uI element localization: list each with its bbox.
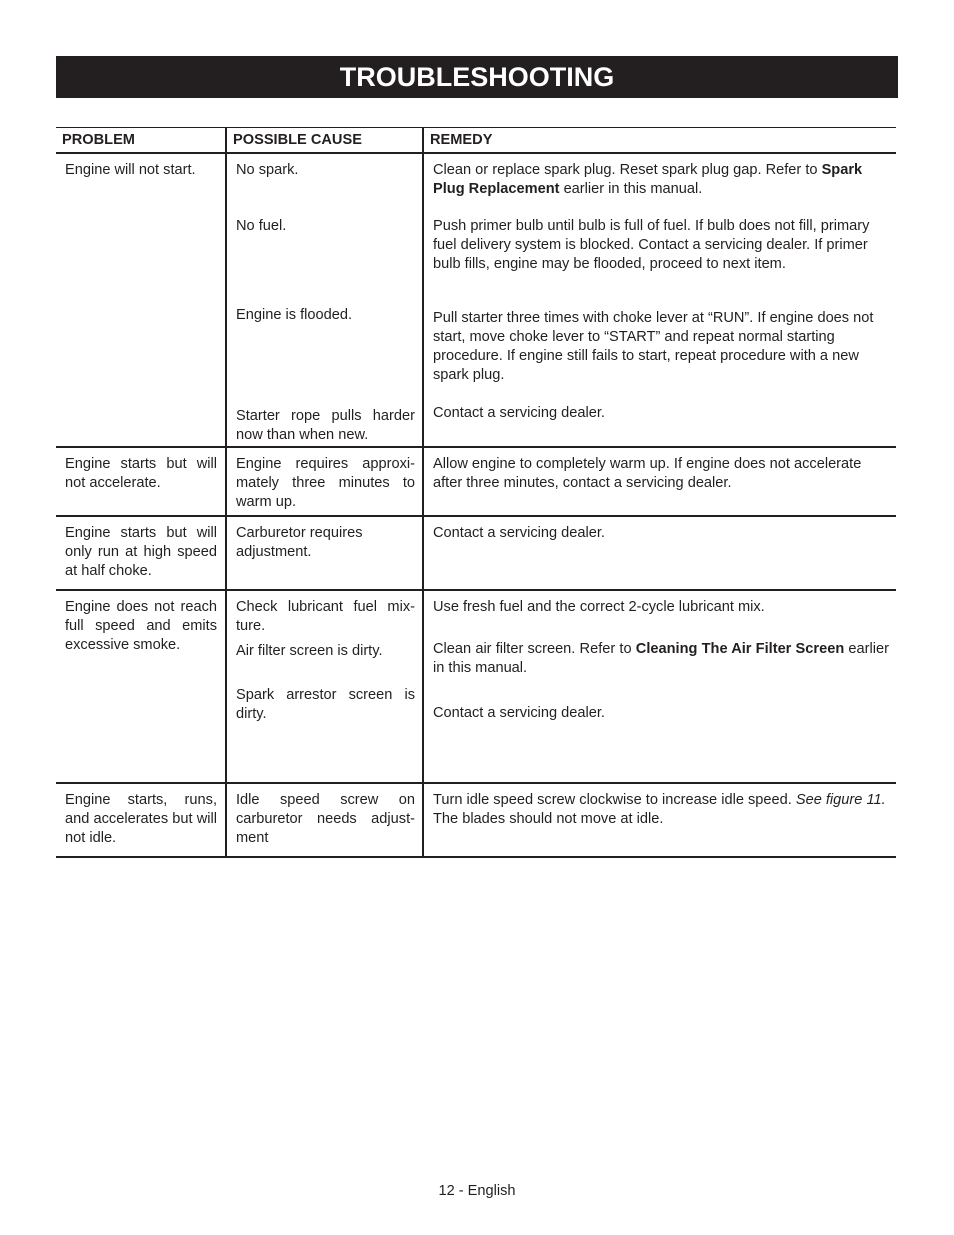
remedy-text: Allow engine to completely warm up. If engine does not accelerate after three minutes, contact a servicing dealer.: [433, 456, 862, 491]
remedy-text: Clean or replace spark plug. Reset spark plug gap. Refer to Spark Plug Replacement earlier in this manual.: [433, 162, 863, 197]
remedy-text: Pull starter three times with choke lever at “RUN”. If engine does not start, move choke lever to “START” and repeat normal starting procedure. If engine still fails to start, repeat procedure with a new spark plug.: [433, 310, 874, 383]
problem-text: Engine starts, runs, and accelerates but will not idle.: [65, 792, 217, 846]
table-row: [56, 153, 896, 447]
page-footer: 12 - English: [438, 1183, 516, 1199]
cause-text: Check lubricant fuel mixture.: [236, 599, 415, 634]
remedy-text: Use fresh fuel and the correct 2-cycle lubricant mix.: [433, 599, 765, 615]
cause-text: Spark arrestor screen is dirty.: [236, 687, 415, 722]
cause-text: No fuel.: [236, 218, 287, 234]
cause-text: Air filter screen is dirty.: [236, 643, 383, 659]
troubleshooting-table: [56, 127, 896, 858]
cause-text: Starter rope pulls harder now than when new.: [236, 408, 415, 443]
cause-text: No spark.: [236, 162, 299, 178]
remedy-text: Contact a servicing dealer.: [433, 525, 605, 541]
cause-text: Engine requires approximately three minutes to warm up.: [236, 456, 415, 510]
page-title: TROUBLESHOOTING: [56, 56, 898, 98]
header-remedy: REMEDY: [423, 128, 896, 154]
problem-text: Engine does not reach full speed and emits excessive smoke.: [65, 599, 217, 653]
table-header-row: [56, 128, 896, 154]
remedy-text: Turn idle speed screw clockwise to increase idle speed. See figure 11. The blades should not move at idle.: [433, 792, 886, 827]
cause-text: Idle speed screw on carburetor needs adjustment: [236, 792, 415, 846]
table-row: [56, 516, 896, 590]
problem-text: Engine starts but will not accelerate.: [65, 456, 217, 491]
remedy-text: Clean air filter screen. Refer to Cleaning The Air Filter Screen earlier in this manual.: [433, 641, 889, 676]
header-possible-cause: POSSIBLE CAUSE: [226, 128, 423, 154]
remedy-text: Contact a servicing dealer.: [433, 405, 605, 421]
header-problem: PROBLEM: [56, 128, 226, 154]
problem-text: Engine will not start.: [65, 162, 196, 178]
problem-text: Engine starts but will only run at high speed at half choke.: [65, 525, 217, 579]
cause-text: Engine is flooded.: [236, 307, 353, 323]
remedy-text: Push primer bulb until bulb is full of fuel. If bulb does not fill, primary fuel delivery system is blocked. Contact a servicing dealer. If primer bulb fills, engine may be flooded, proceed to next item.: [433, 218, 870, 272]
cause-text: Carburetor requires adjustment.: [236, 525, 363, 560]
table-row: [56, 783, 896, 857]
table-row: [56, 447, 896, 516]
table-row: [56, 590, 896, 783]
remedy-text: Contact a servicing dealer.: [433, 705, 605, 721]
